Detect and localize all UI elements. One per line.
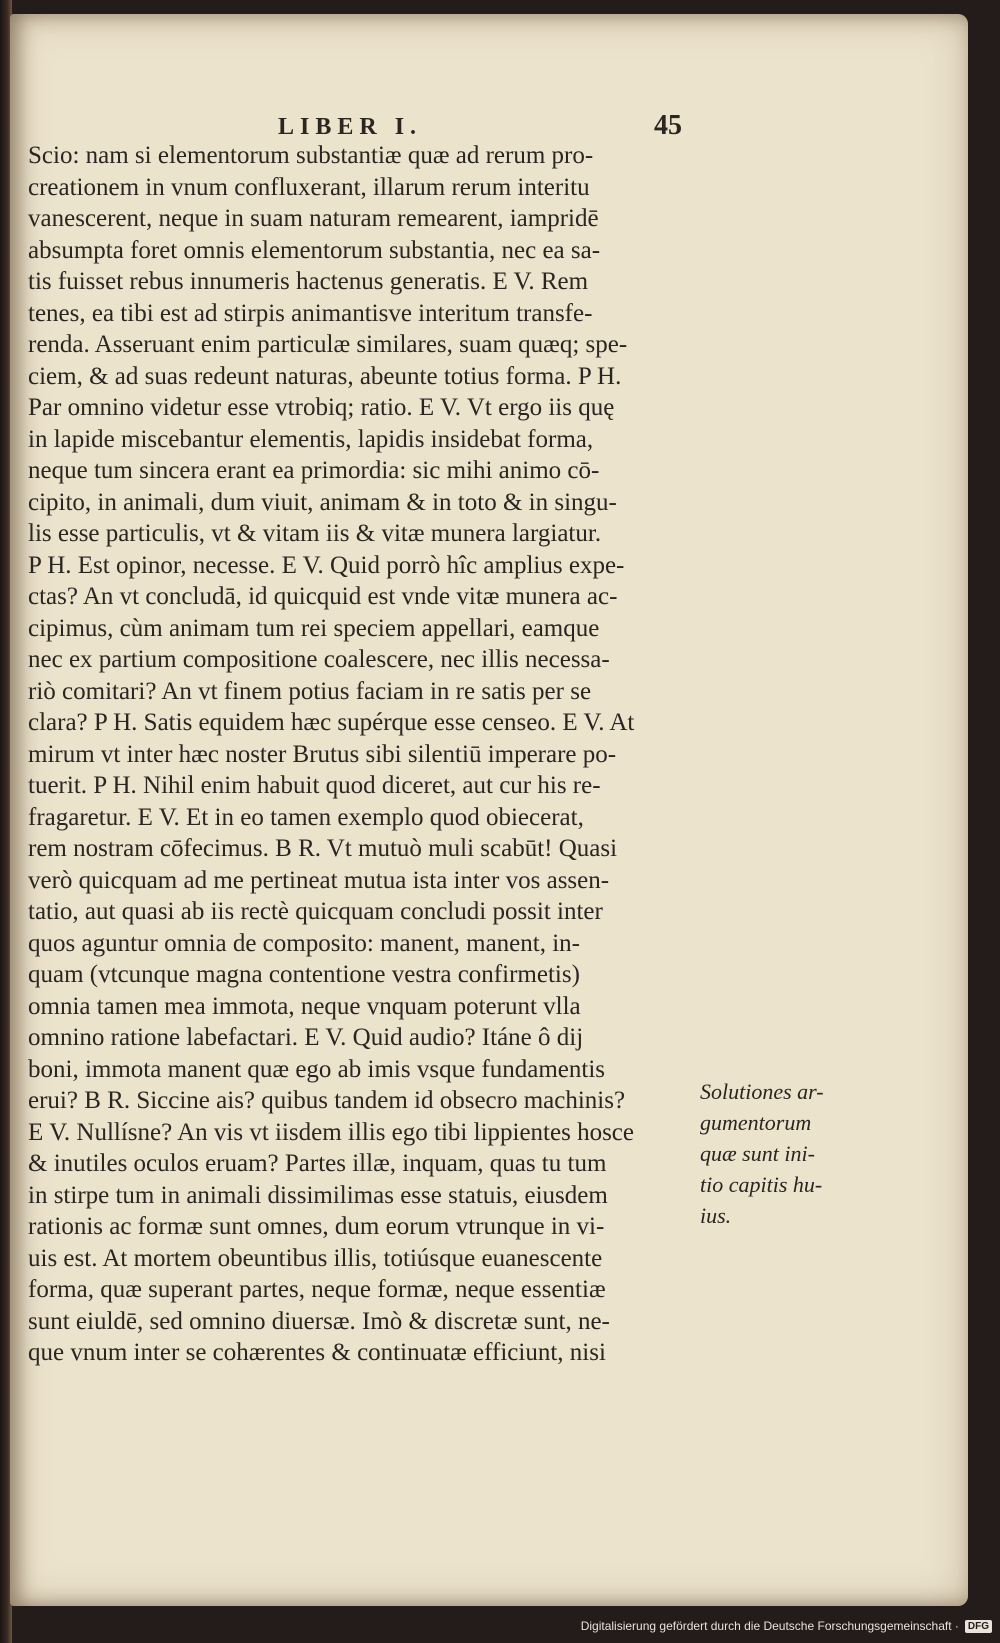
text-line: creationem in vnum confluxerant, illarum rerum interitu (28, 173, 590, 201)
funding-footer (581, 1613, 992, 1639)
marginal-note-line: ius. (700, 1203, 732, 1228)
text-line: cipimus, cùm animam tum rei speciem appellari, eamque (28, 614, 600, 642)
text-line: quam (vtcunque magna contentione vestra confirmetis) (28, 961, 580, 988)
text-line: Par omnino videtur esse vtrobiq; ratio. E V. Vt ergo iis quę (28, 394, 615, 421)
text-line: uis est. At mortem obeuntibus illis, totiúsque euanescente (28, 1244, 603, 1272)
text-line: absumpta foret omnis elementorum substantia, nec ea sa- (28, 236, 601, 264)
marginal-note-line: Solutiones ar- (700, 1079, 824, 1104)
text-line: fragaretur. E V. Et in eo tamen exemplo quod obiecerat, (28, 803, 584, 831)
text-line: rem nostram cōfecimus. B R. Vt mutuò muli scabūt! Quasi (28, 835, 618, 862)
marginal-note-line: quæ sunt ini- (700, 1141, 815, 1166)
text-line: lis esse particulis, vt & vitam iis & vitæ munera largiatur. (28, 520, 602, 547)
text-line: erui? B R. Siccine ais? quibus tandem id obsecro machinis? (28, 1087, 626, 1114)
text-line: ctas? An vt concludā, id quicquid est vnde vitæ munera ac- (28, 583, 618, 610)
text-line: mirum vt inter hæc noster Brutus sibi silentiū imperare po- (28, 740, 617, 768)
text-line: tis fuisset rebus innumeris hactenus generatis. E V. Rem (28, 268, 589, 295)
text-line: in stirpe tum in animali dissimilimas esse statuis, eiusdem (28, 1181, 608, 1209)
text-line: Scio: nam si elementorum substantiæ quæ ad rerum pro- (28, 142, 594, 169)
text-line: rationis ac formæ sunt omnes, dum eorum vtrunque in vi- (28, 1213, 605, 1240)
text-line: boni, immota manent quæ ego ab imis vsque fundamentis (28, 1055, 606, 1083)
text-line: forma, quæ superant partes, neque formæ, neque essentiæ (28, 1276, 606, 1303)
text-line: tuerit. P H. Nihil enim habuit quod diceret, aut cur his re- (28, 772, 601, 799)
page-number: 45 (654, 110, 682, 141)
text-line: ciem, & ad suas redeunt naturas, abeunte totius forma. P H. (28, 362, 622, 390)
text-line: omnino ratione labefactari. E V. Quid audio? Itáne ô dij (28, 1024, 584, 1051)
text-line: neque tum sincera erant ea primordia: sic mihi animo cō- (28, 457, 600, 484)
running-head: LIBER I. (278, 114, 423, 140)
marginal-note-line: tio capitis hu- (700, 1172, 823, 1197)
dfg-logo: DFG (965, 1620, 992, 1633)
funding-text: Digitalisierung gefördert durch die Deutsche Forschungsgemeinschaft · (580, 1619, 959, 1633)
text-line: tenes, ea tibi est ad stirpis animantisve interitum transfe- (28, 299, 593, 327)
marginal-note-line: gumentorum (700, 1110, 812, 1135)
text-line: tatio, aut quasi ab iis rectè quicquam concludi possit inter (28, 898, 603, 925)
marginal-note (700, 1076, 860, 1231)
body-text (28, 140, 668, 1369)
text-line: vanescerent, neque in suam naturam remearent, iampridē (28, 205, 599, 232)
text-line: E V. Nullísne? An vis vt iisdem illis ego tibi lippientes hosce (28, 1118, 634, 1146)
text-line: verò quicquam ad me pertineat mutua ista inter vos assen- (28, 866, 610, 894)
text-line: P H. Est opinor, necesse. E V. Quid porrò hîc amplius expe- (28, 551, 625, 579)
text-line: cipito, in animali, dum viuit, animam & in toto & in singu- (28, 488, 617, 516)
text-line: omnia tamen mea immota, neque vnquam poterunt vlla (28, 992, 581, 1020)
text-line: nec ex partium compositione coalescere, nec illis necessa- (28, 646, 610, 673)
text-line: quos aguntur omnia de composito: manent, manent, in- (28, 929, 580, 957)
text-line: que vnum inter se cohærentes & continuatæ efficiunt, nisi (28, 1339, 606, 1366)
text-line: & inutiles oculos eruam? Partes illæ, inquam, quas tu tum (28, 1150, 607, 1177)
text-line: sunt eiuldē, sed omnino diuersæ. Imò & discretæ sunt, ne- (28, 1307, 610, 1335)
book-page (10, 14, 968, 1606)
text-line: in lapide miscebantur elementis, lapidis insidebat forma, (28, 425, 594, 453)
text-line: renda. Asseruant enim particulæ similares, suam quæq; spe- (28, 331, 628, 358)
text-line: riò comitari? An vt finem potius faciam in re satis per se (28, 677, 592, 705)
text-line: clara? P H. Satis equidem hæc supérque esse censeo. E V. At (28, 709, 635, 736)
